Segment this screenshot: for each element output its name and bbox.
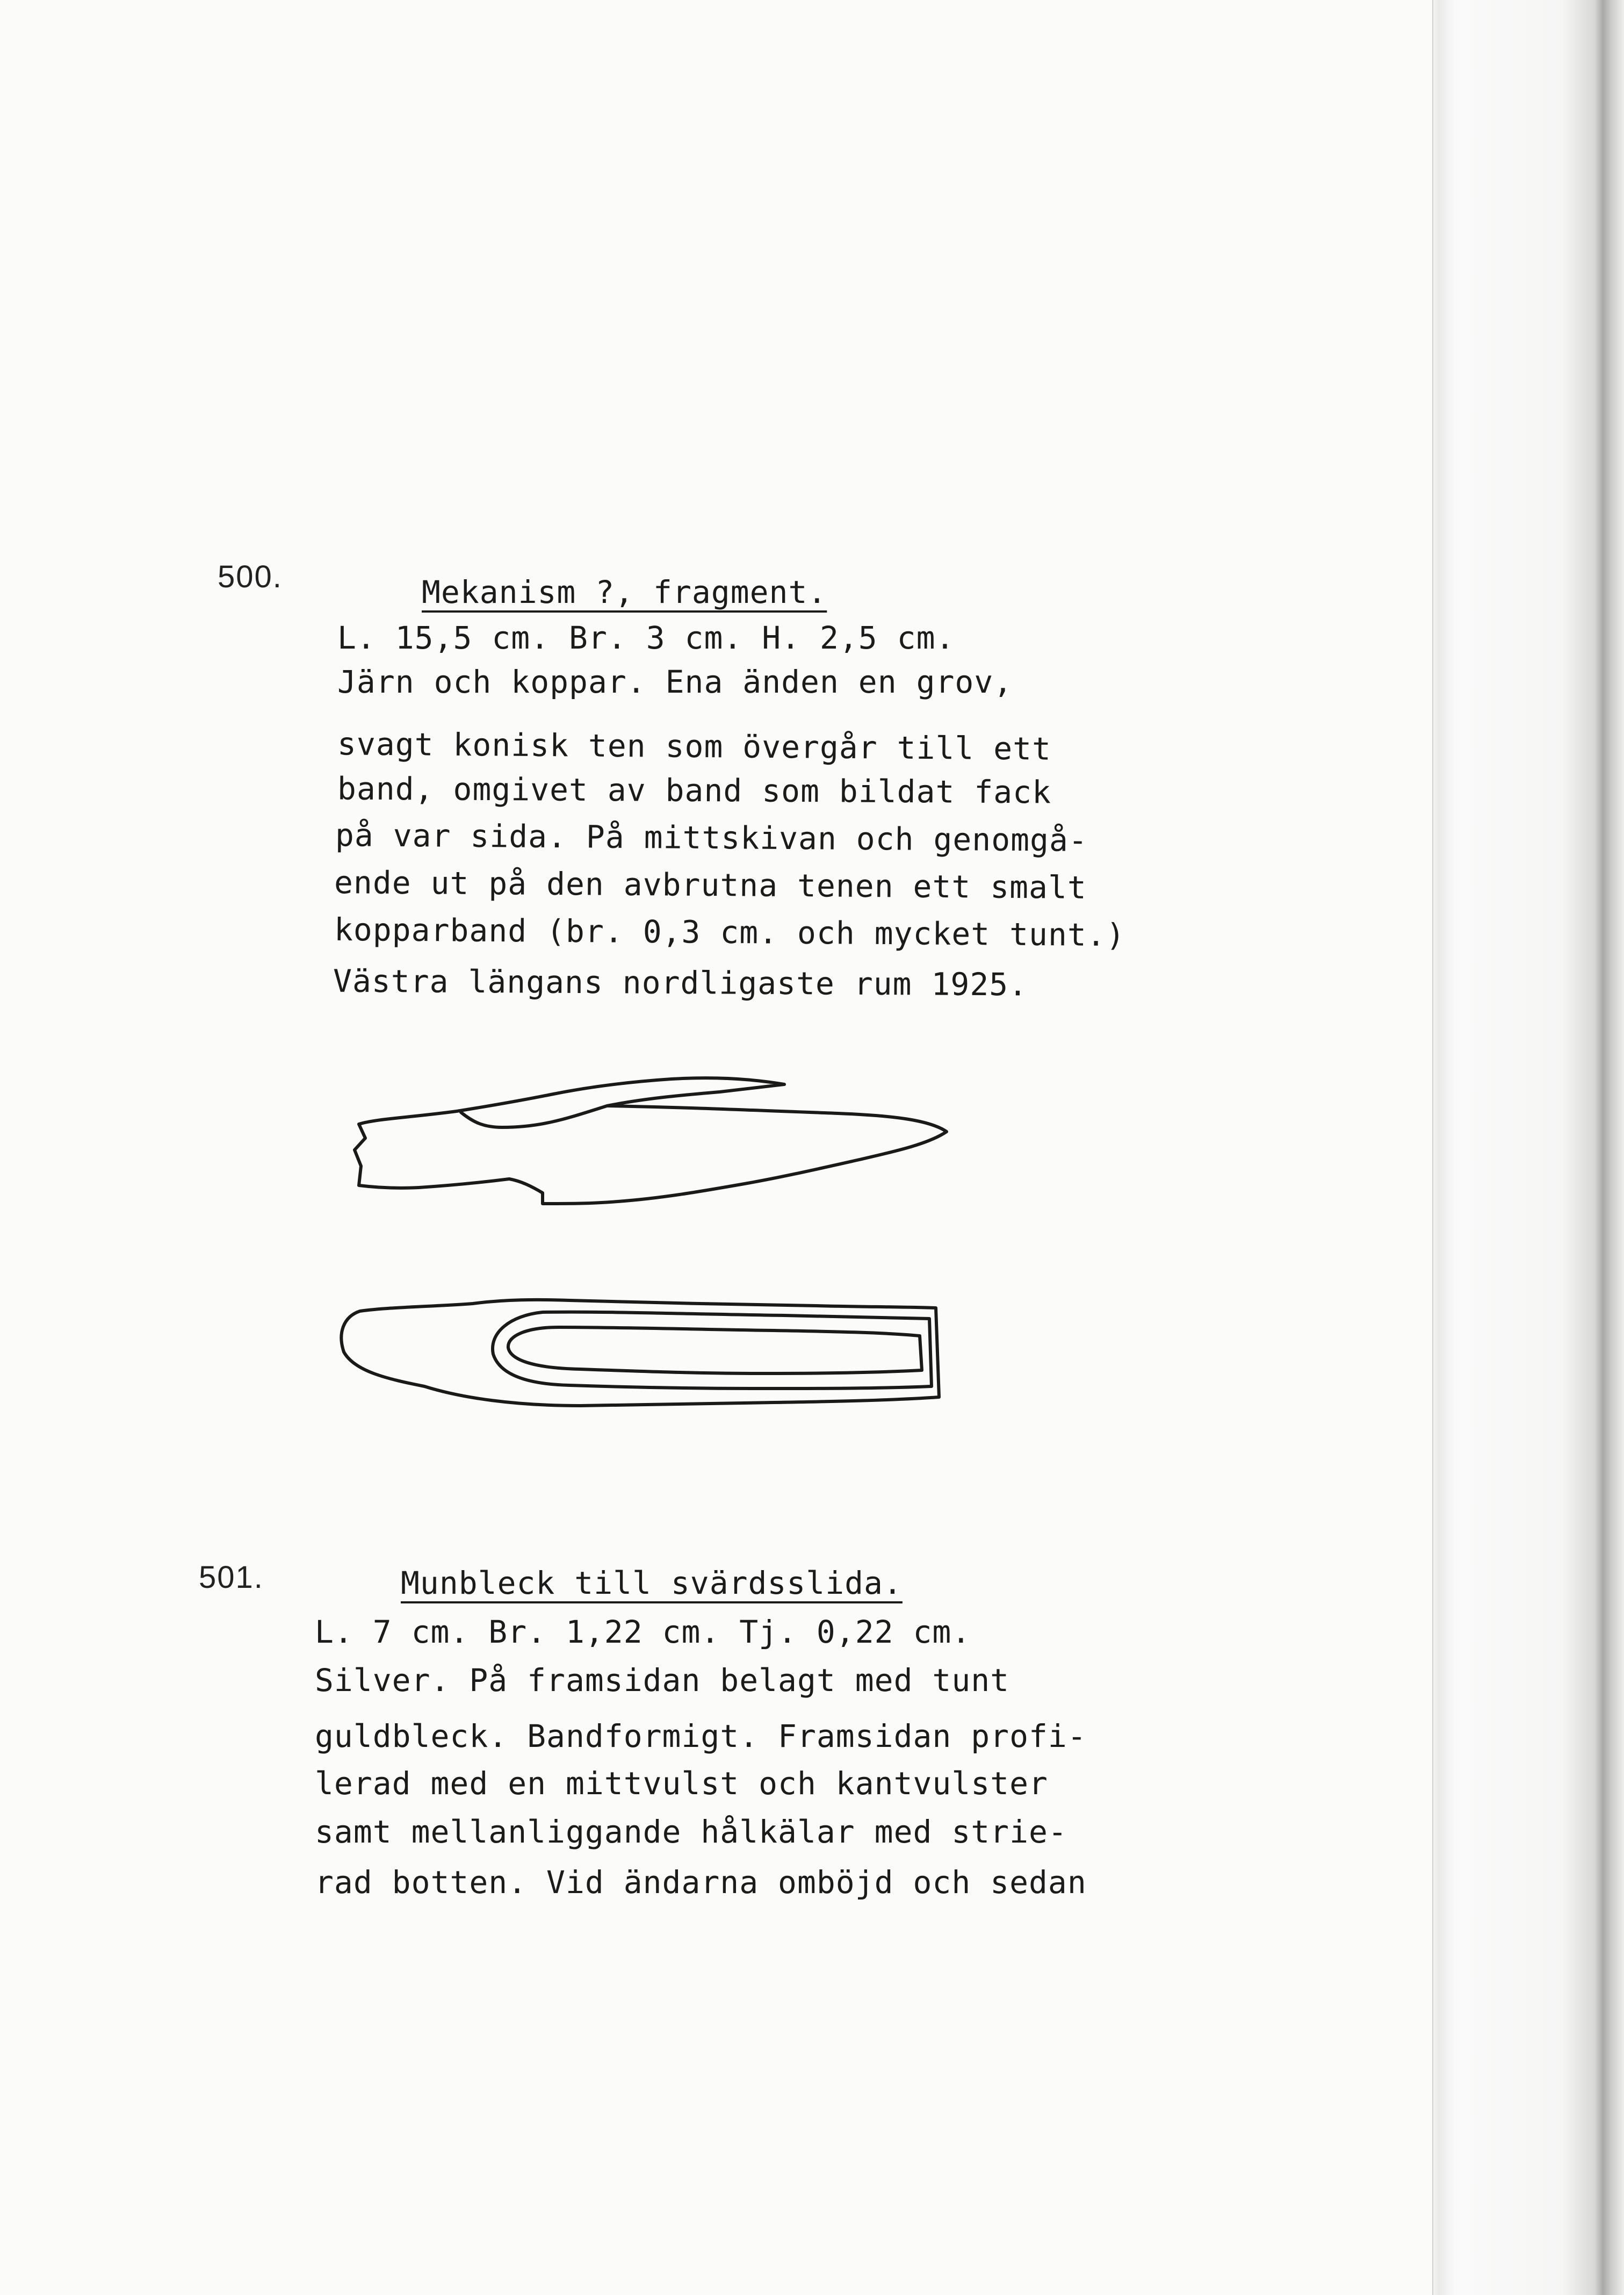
entry-text-line: på var sida. På mittskivan och genomgå- [335,817,1088,859]
entry-text-line: lerad med en mittvulst och kantvulster [315,1765,1048,1802]
entry-text-line: L. 15,5 cm. Br. 3 cm. H. 2,5 cm. [337,620,955,656]
entry-text-line: band, omgivet av band som bildat fack [337,770,1052,811]
entry-number: 500. [218,559,283,594]
entry-text-line: ende ut på den avbrutna tenen ett smalt [334,864,1087,906]
sketch-side-view [355,1078,947,1204]
entry-text-line: guldbleck. Bandformigt. Framsidan profi- [315,1718,1087,1754]
entry-text-line: kopparband (br. 0,3 cm. och mycket tunt.) [334,911,1125,954]
entry-text-line: Silver. På framsidan belagt med tunt [315,1662,1010,1699]
sketch-top-view-inner [493,1312,932,1388]
entry-title: Munbleck till svärdsslida. [401,1565,903,1601]
entry-text-line: rad botten. Vid ändarna omböjd och sedan [315,1864,1087,1901]
entry-text-line: svagt konisk ten som övergår till ett [337,725,1052,767]
sketch-side-inner-line [461,1106,607,1127]
entry-text-line: Västra längans nordligaste rum 1925. [333,962,1028,1003]
entry-text-line: L. 7 cm. Br. 1,22 cm. Tj. 0,22 cm. [315,1614,971,1650]
sketch-top-view-innermost [508,1327,922,1373]
entry-text-line: samt mellanliggande hålkälar med strie- [315,1814,1067,1850]
entry-title: Mekanism ?, fragment. [422,574,827,610]
entry-text-line: Järn och koppar. Ena änden en grov, [337,664,1013,700]
entry-number: 501. [199,1560,264,1595]
